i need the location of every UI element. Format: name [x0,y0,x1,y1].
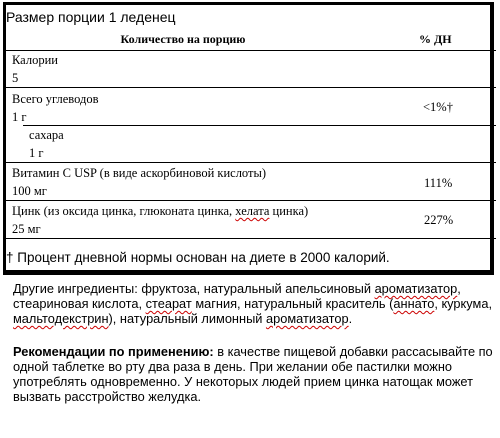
table-header [3,26,496,51]
row-divider [23,125,496,126]
usage-recommendations: Рекомендации по применению: в качестве пищевой добавки рассасывайте по одной таблетке во рту два раза в день. При желании обе пастилки можно употреблять одновременно. У некоторых людей прием цинка натощак может вызвать расстройство желудка. [13,344,493,404]
nutrient-name: сахара [29,128,64,142]
amount-per-serving-header: Количество на порцию [120,32,246,46]
nutrient-amount: 25 мг [12,222,41,236]
nutrient-amount: 1 г [29,146,44,160]
daily-value-header: % ДН [419,32,452,46]
nutrient-dv: <1%† [423,100,453,114]
ingredients-text: Другие ингредиенты: фруктоза, натуральный апельсиновый ароматизатор, стеариновая кислота, стеарат магния, натуральный краситель (аннато, куркума, мальтодекстрин), натуральный лимонный ароматизатор. [13,281,493,326]
nutrient-dv: 227% [424,213,454,227]
row-divider [3,238,496,239]
nutrient-name: Цинк (из оксида цинка, глюконата цинка, хелата цинка) [12,204,309,218]
row-divider [3,87,496,88]
nutrient-name: Витамин С USP (в виде аскорбиновой кислоты) [12,166,267,180]
row-divider [3,200,496,201]
row-divider [3,162,496,163]
nutrient-amount: 5 [12,71,19,85]
nutrient-amount: 1 г [12,110,27,124]
recommendations-label: Рекомендации по применению: [13,344,214,359]
nutrient-name: Калории [12,53,58,67]
nutrient-name: Всего углеводов [12,92,99,106]
nutrient-dv: 111% [424,176,453,190]
nutrient-amount: 100 мг [12,184,47,198]
serving-size: Размер порции 1 леденец [6,9,176,25]
footnote: † Процент дневной нормы основан на диете в 2000 калорий. [6,250,390,265]
